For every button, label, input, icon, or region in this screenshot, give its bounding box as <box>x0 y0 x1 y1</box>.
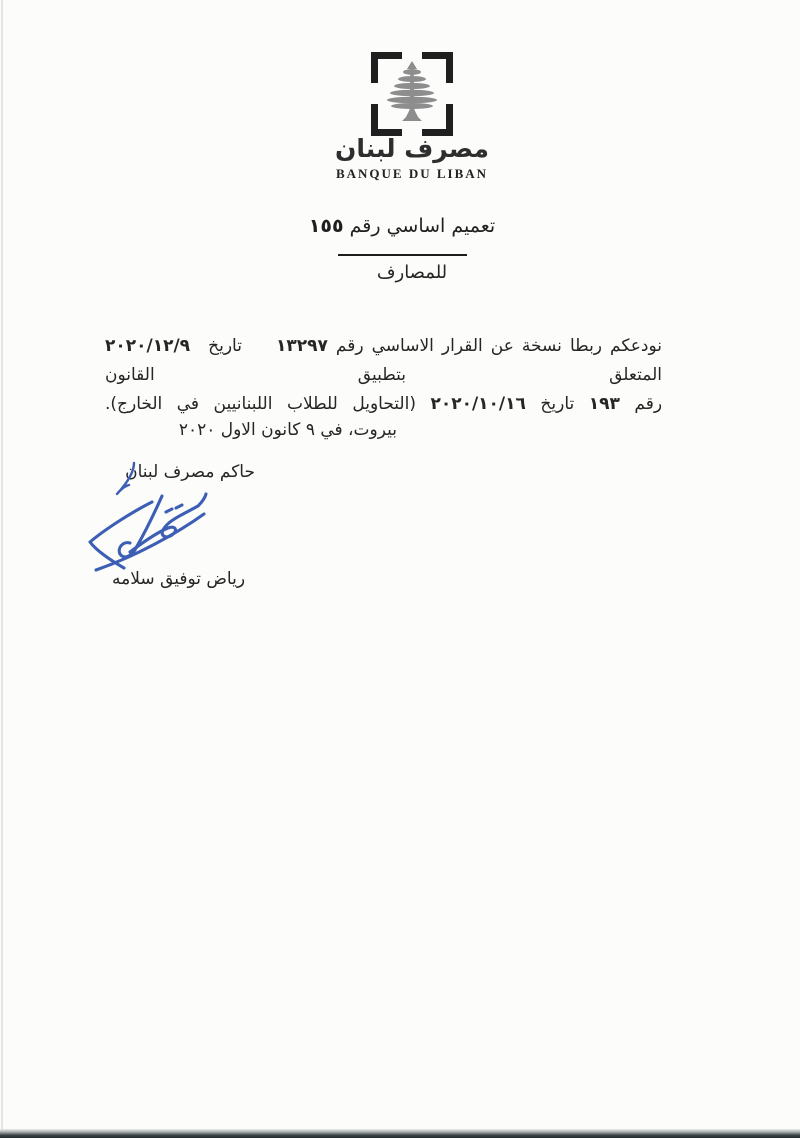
bank-name-french: BANQUE DU LIBAN <box>335 166 489 181</box>
body-line1-date-word: تاريخ <box>208 336 242 356</box>
addressee-line: للمصارف <box>376 262 448 283</box>
signatory-name: رياض توفيق سلامه <box>112 569 246 589</box>
body-line-1 <box>105 332 662 390</box>
circular-title-text: تعميم اساسي رقم <box>349 215 496 237</box>
signature-image <box>66 486 306 578</box>
body-paragraph <box>105 332 662 419</box>
law-date: ٢٠٢٠/١٠/١٦ <box>430 394 526 414</box>
circular-number: ١٥٥ <box>308 215 344 237</box>
bdl-logo-icon <box>371 52 453 136</box>
scan-edge-left <box>1 0 3 1138</box>
title-underline-divider <box>338 254 467 256</box>
decision-date: ٢٠٢٠/١٢/٩ <box>105 336 191 356</box>
circular-title <box>252 215 552 237</box>
place-date-line: بيروت، في ٩ كانون الاول ٢٠٢٠ <box>178 420 397 440</box>
signatory-title: حاكم مصرف لبنان <box>125 462 255 482</box>
decision-number: ١٣٢٩٧ <box>275 336 328 356</box>
bank-name-arabic: مصرف لبنان <box>335 134 489 163</box>
cedar-tree-icon <box>387 61 437 121</box>
body-line1-pre: نودعكم ربطا نسخة عن القرار الاساسي رقم <box>335 336 662 356</box>
scan-edge-bottom <box>0 1129 800 1138</box>
body-line-2 <box>105 390 662 419</box>
law-number: ١٩٣ <box>588 394 620 414</box>
body-line2-pre: رقم <box>634 394 663 414</box>
body-line1-post: المتعلق بتطبيق القانون <box>105 365 662 385</box>
body-line2-date-word: تاريخ <box>540 394 575 414</box>
body-line2-post: (التحاويل للطلاب اللبنانيين في الخارج). <box>105 394 416 414</box>
